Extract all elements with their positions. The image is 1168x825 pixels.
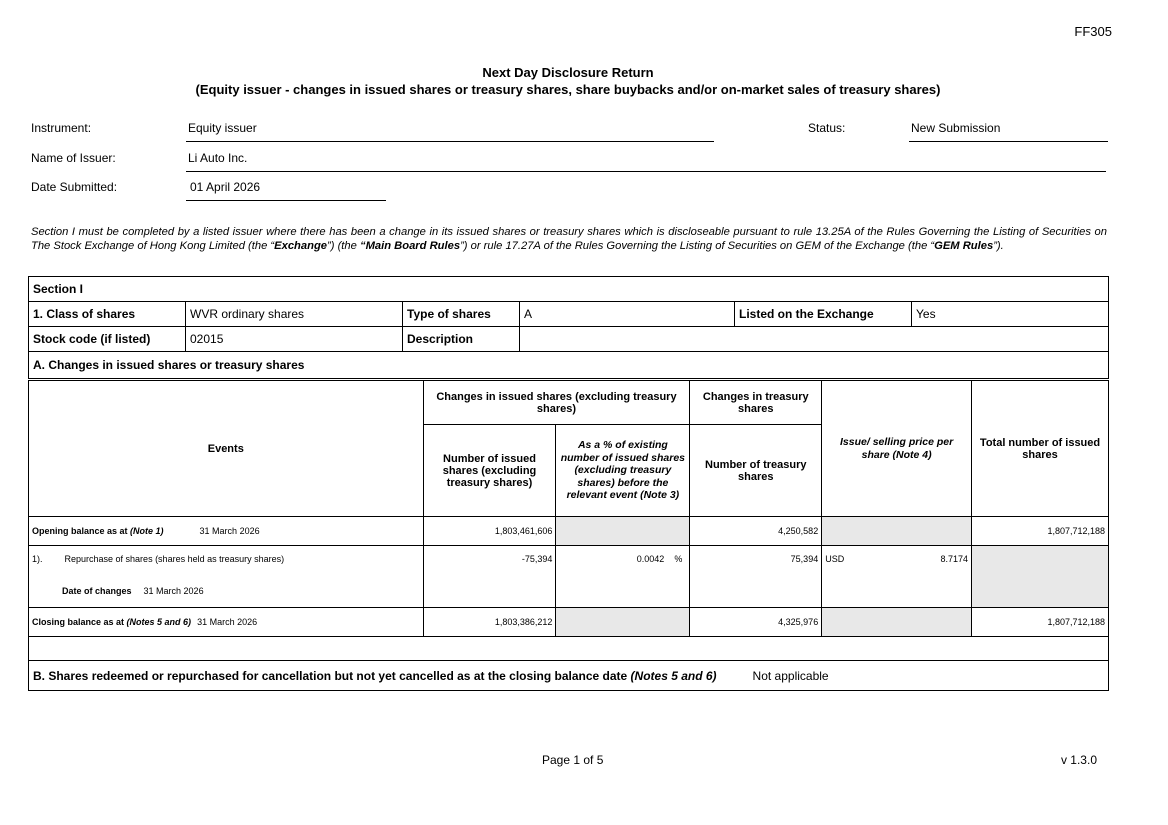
instrument-label: Instrument:: [31, 121, 92, 135]
price-header: Issue/ selling price per share (Note 4): [822, 381, 972, 517]
treasury-header: Number of treasury shares: [690, 425, 822, 517]
section-b-row: B. Shares redeemed or repurchased for cancellation but not yet cancelled as at the closing balance date (Notes 5 and 6) Not applicable: [29, 661, 1109, 691]
date-label: Date Submitted:: [31, 180, 118, 194]
issued-header: Number of issued shares (excluding treasury shares): [423, 425, 556, 517]
version: v 1.3.0: [1060, 753, 1097, 767]
event-currency: USD: [825, 554, 845, 564]
closing-row: Closing balance as at (Notes 5 and 6) 31 March 2026 1,803,386,212 4,325,976 1,807,712,188: [29, 608, 1109, 637]
issued-group-header: Changes in issued shares (excluding treasury shares): [423, 381, 690, 425]
page-number: Page 1 of 5: [542, 753, 604, 767]
opening-price-empty: [822, 517, 972, 546]
event-treasury: 75,394: [690, 546, 822, 608]
section-b-value: Not applicable: [752, 668, 829, 683]
closing-issued: 1,803,386,212: [423, 608, 556, 637]
opening-issued: 1,803,461,606: [423, 517, 556, 546]
opening-total: 1,807,712,188: [972, 517, 1109, 546]
listed-value: Yes: [912, 302, 1109, 327]
opening-row: Opening balance as at (Note 1) 31 March 2026 1,803,461,606 4,250,582 1,807,712,188: [29, 517, 1109, 546]
event-pct-sign: %: [674, 554, 683, 564]
spacer-row: [29, 637, 1109, 661]
status-label: Status:: [808, 121, 846, 135]
event-issued: -75,394: [423, 546, 556, 608]
class-value: WVR ordinary shares: [186, 302, 403, 327]
opening-treasury: 4,250,582: [690, 517, 822, 546]
closing-total: 1,807,712,188: [972, 608, 1109, 637]
issuer-value: Li Auto Inc.: [186, 151, 1106, 172]
page-subtitle: (Equity issuer - changes in issued shares or treasury shares, share buybacks and/or on-market sales of treasury shares): [195, 82, 941, 97]
section1-title: Section I: [29, 277, 1109, 302]
type-value: A: [520, 302, 735, 327]
description-label: Description: [403, 327, 520, 352]
form-code: FF305: [1074, 24, 1112, 39]
event-total-empty: [972, 546, 1109, 608]
stock-code-value: 02015: [186, 327, 403, 352]
issuer-label: Name of Issuer:: [31, 151, 116, 165]
instrument-value: Equity issuer: [186, 121, 714, 142]
status-value: New Submission: [909, 121, 1108, 142]
closing-pct-empty: [556, 608, 690, 637]
events-header: Events: [29, 381, 424, 517]
event-row: 1). Repurchase of shares (shares held as treasury shares) Date of changes 31 March 2026 -75,394 0.0042 % 75,394 USD 8.7174: [29, 546, 1109, 608]
description-value: [520, 327, 1109, 352]
closing-price-empty: [822, 608, 972, 637]
changes-table: [28, 380, 1109, 691]
closing-treasury: 4,325,976: [690, 608, 822, 637]
event-pct: 0.0042: [636, 554, 665, 564]
listed-label: Listed on the Exchange: [735, 302, 912, 327]
type-label: Type of shares: [403, 302, 520, 327]
class-label: 1. Class of shares: [29, 302, 186, 327]
section1-grid: [28, 276, 1109, 379]
total-header: Total number of issued shares: [972, 381, 1109, 517]
date-value: 01 April 2026: [186, 180, 386, 201]
pct-header: As a % of existing number of issued shares (excluding treasury shares) before the relevant event (Note 3): [556, 425, 690, 517]
treasury-group-header: Changes in treasury shares: [690, 381, 822, 425]
changes-title: A. Changes in issued shares or treasury shares: [29, 352, 1109, 379]
section-note: Section I must be completed by a listed issuer where there has been a change in its issued shares or treasury shares which is discloseable pursuant to rule 13.25A of the Rules Governing the Listing of Securities on The Stock Exchange of Hong Kong Limited (the “Exchange”) (the “Main Board Rules”) or rule 17.27A of the Rules Governing the Listing of Securities on GEM of the Exchange (the “GEM Rules”).: [31, 226, 1107, 252]
stock-code-label: Stock code (if listed): [29, 327, 186, 352]
page-title: Next Day Disclosure Return: [482, 65, 654, 80]
event-price: 8.7174: [940, 554, 969, 564]
opening-pct-empty: [556, 517, 690, 546]
